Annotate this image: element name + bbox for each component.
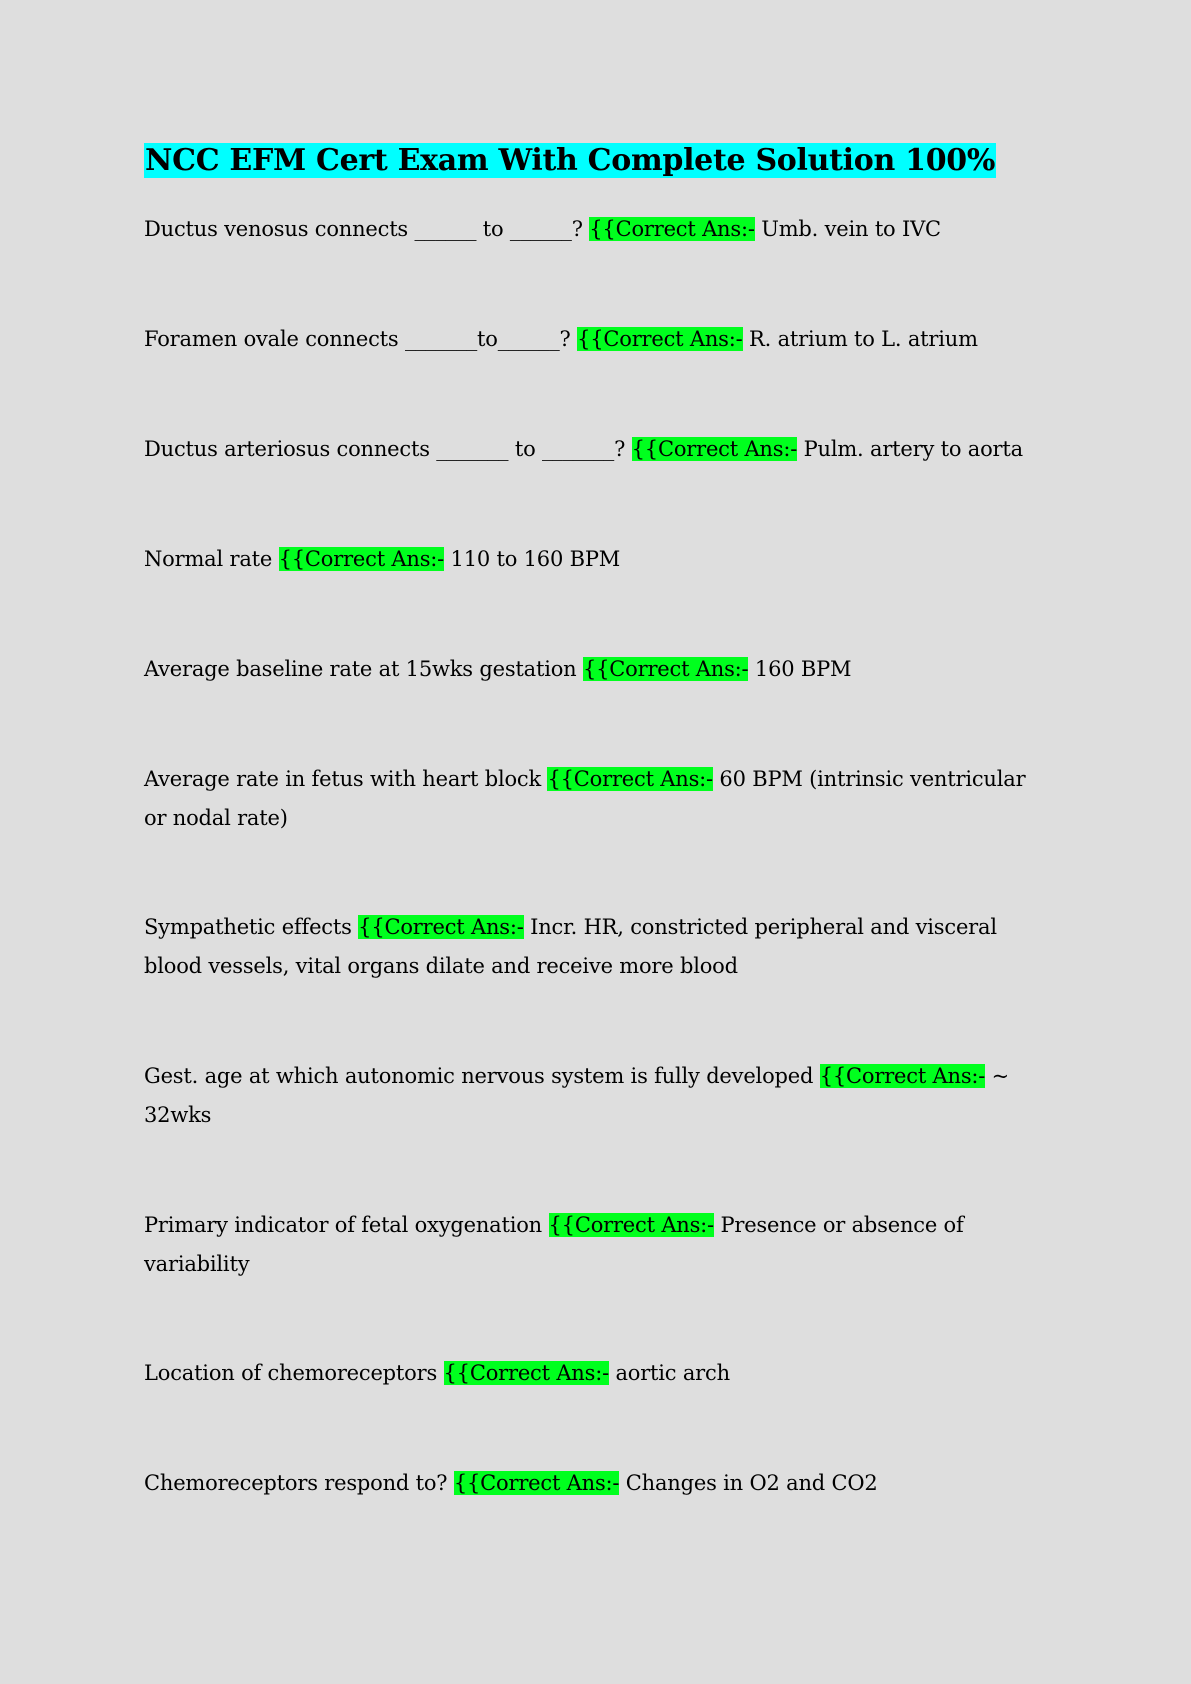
correct-answer-marker: {{Correct Ans:- [443,1361,609,1385]
document-title-text: NCC EFM Cert Exam With Complete Solution 100% [145,143,996,178]
answer-text: ~ 32wks [144,1064,1010,1127]
qa-item [144,760,1044,838]
correct-answer-marker: {{Correct Ans:- [577,327,743,351]
question-text: Sympathetic effects [144,915,352,939]
question-text: Average rate in fetus with heart block [144,767,541,791]
question-text: Location of chemoreceptors [144,1361,438,1385]
qa-item [144,1057,1044,1135]
qa-item [144,430,1044,469]
qa-item [144,650,1044,689]
answer-text: Pulm. artery to aorta [803,437,1023,461]
question-text: Foramen ovale connects _______to______? [144,327,571,351]
qa-item [144,1354,1044,1393]
question-text: Ductus arteriosus connects _______ to _______? [144,437,626,461]
answer-text: Changes in O2 and CO2 [625,1471,878,1495]
correct-answer-marker: {{Correct Ans:- [547,767,713,791]
correct-answer-marker: {{Correct Ans:- [453,1471,620,1495]
correct-answer-marker: {{Correct Ans:- [631,437,798,461]
qa-item [144,210,1044,249]
answer-text: 110 to 160 BPM [450,547,621,571]
qa-item [144,1464,1044,1503]
qa-item [144,908,1044,986]
correct-answer-marker: {{Correct Ans:- [358,915,524,939]
question-text: Ductus venosus connects ______ to ______? [144,217,583,241]
question-text: Normal rate [144,547,273,571]
correct-answer-marker: {{Correct Ans:- [548,1213,714,1237]
correct-answer-marker: {{Correct Ans:- [582,657,749,681]
correct-answer-marker: {{Correct Ans:- [589,217,755,241]
correct-answer-marker: {{Correct Ans:- [278,547,445,571]
answer-text: Umb. vein to IVC [761,217,941,241]
document-title [144,140,996,182]
question-text: Chemoreceptors respond to? [144,1471,448,1495]
answer-text: Presence or absence of variability [144,1213,964,1276]
question-text: Gest. age at which autonomic nervous system is fully developed [144,1064,814,1088]
question-text: Average baseline rate at 15wks gestation [144,657,577,681]
answer-text: Incr. HR, constricted peripheral and visceral blood vessels, vital organs dilate and receive more blood [144,915,997,978]
qa-item [144,320,1044,359]
answer-text: 160 BPM [754,657,852,681]
answer-text: aortic arch [615,1361,730,1385]
answer-text: 60 BPM (intrinsic ventricular or nodal rate) [144,767,1026,830]
question-text: Primary indicator of fetal oxygenation [144,1213,543,1237]
answer-text: R. atrium to L. atrium [749,327,978,351]
correct-answer-marker: {{Correct Ans:- [819,1064,986,1088]
qa-item [144,1206,1044,1284]
qa-item [144,540,1044,579]
